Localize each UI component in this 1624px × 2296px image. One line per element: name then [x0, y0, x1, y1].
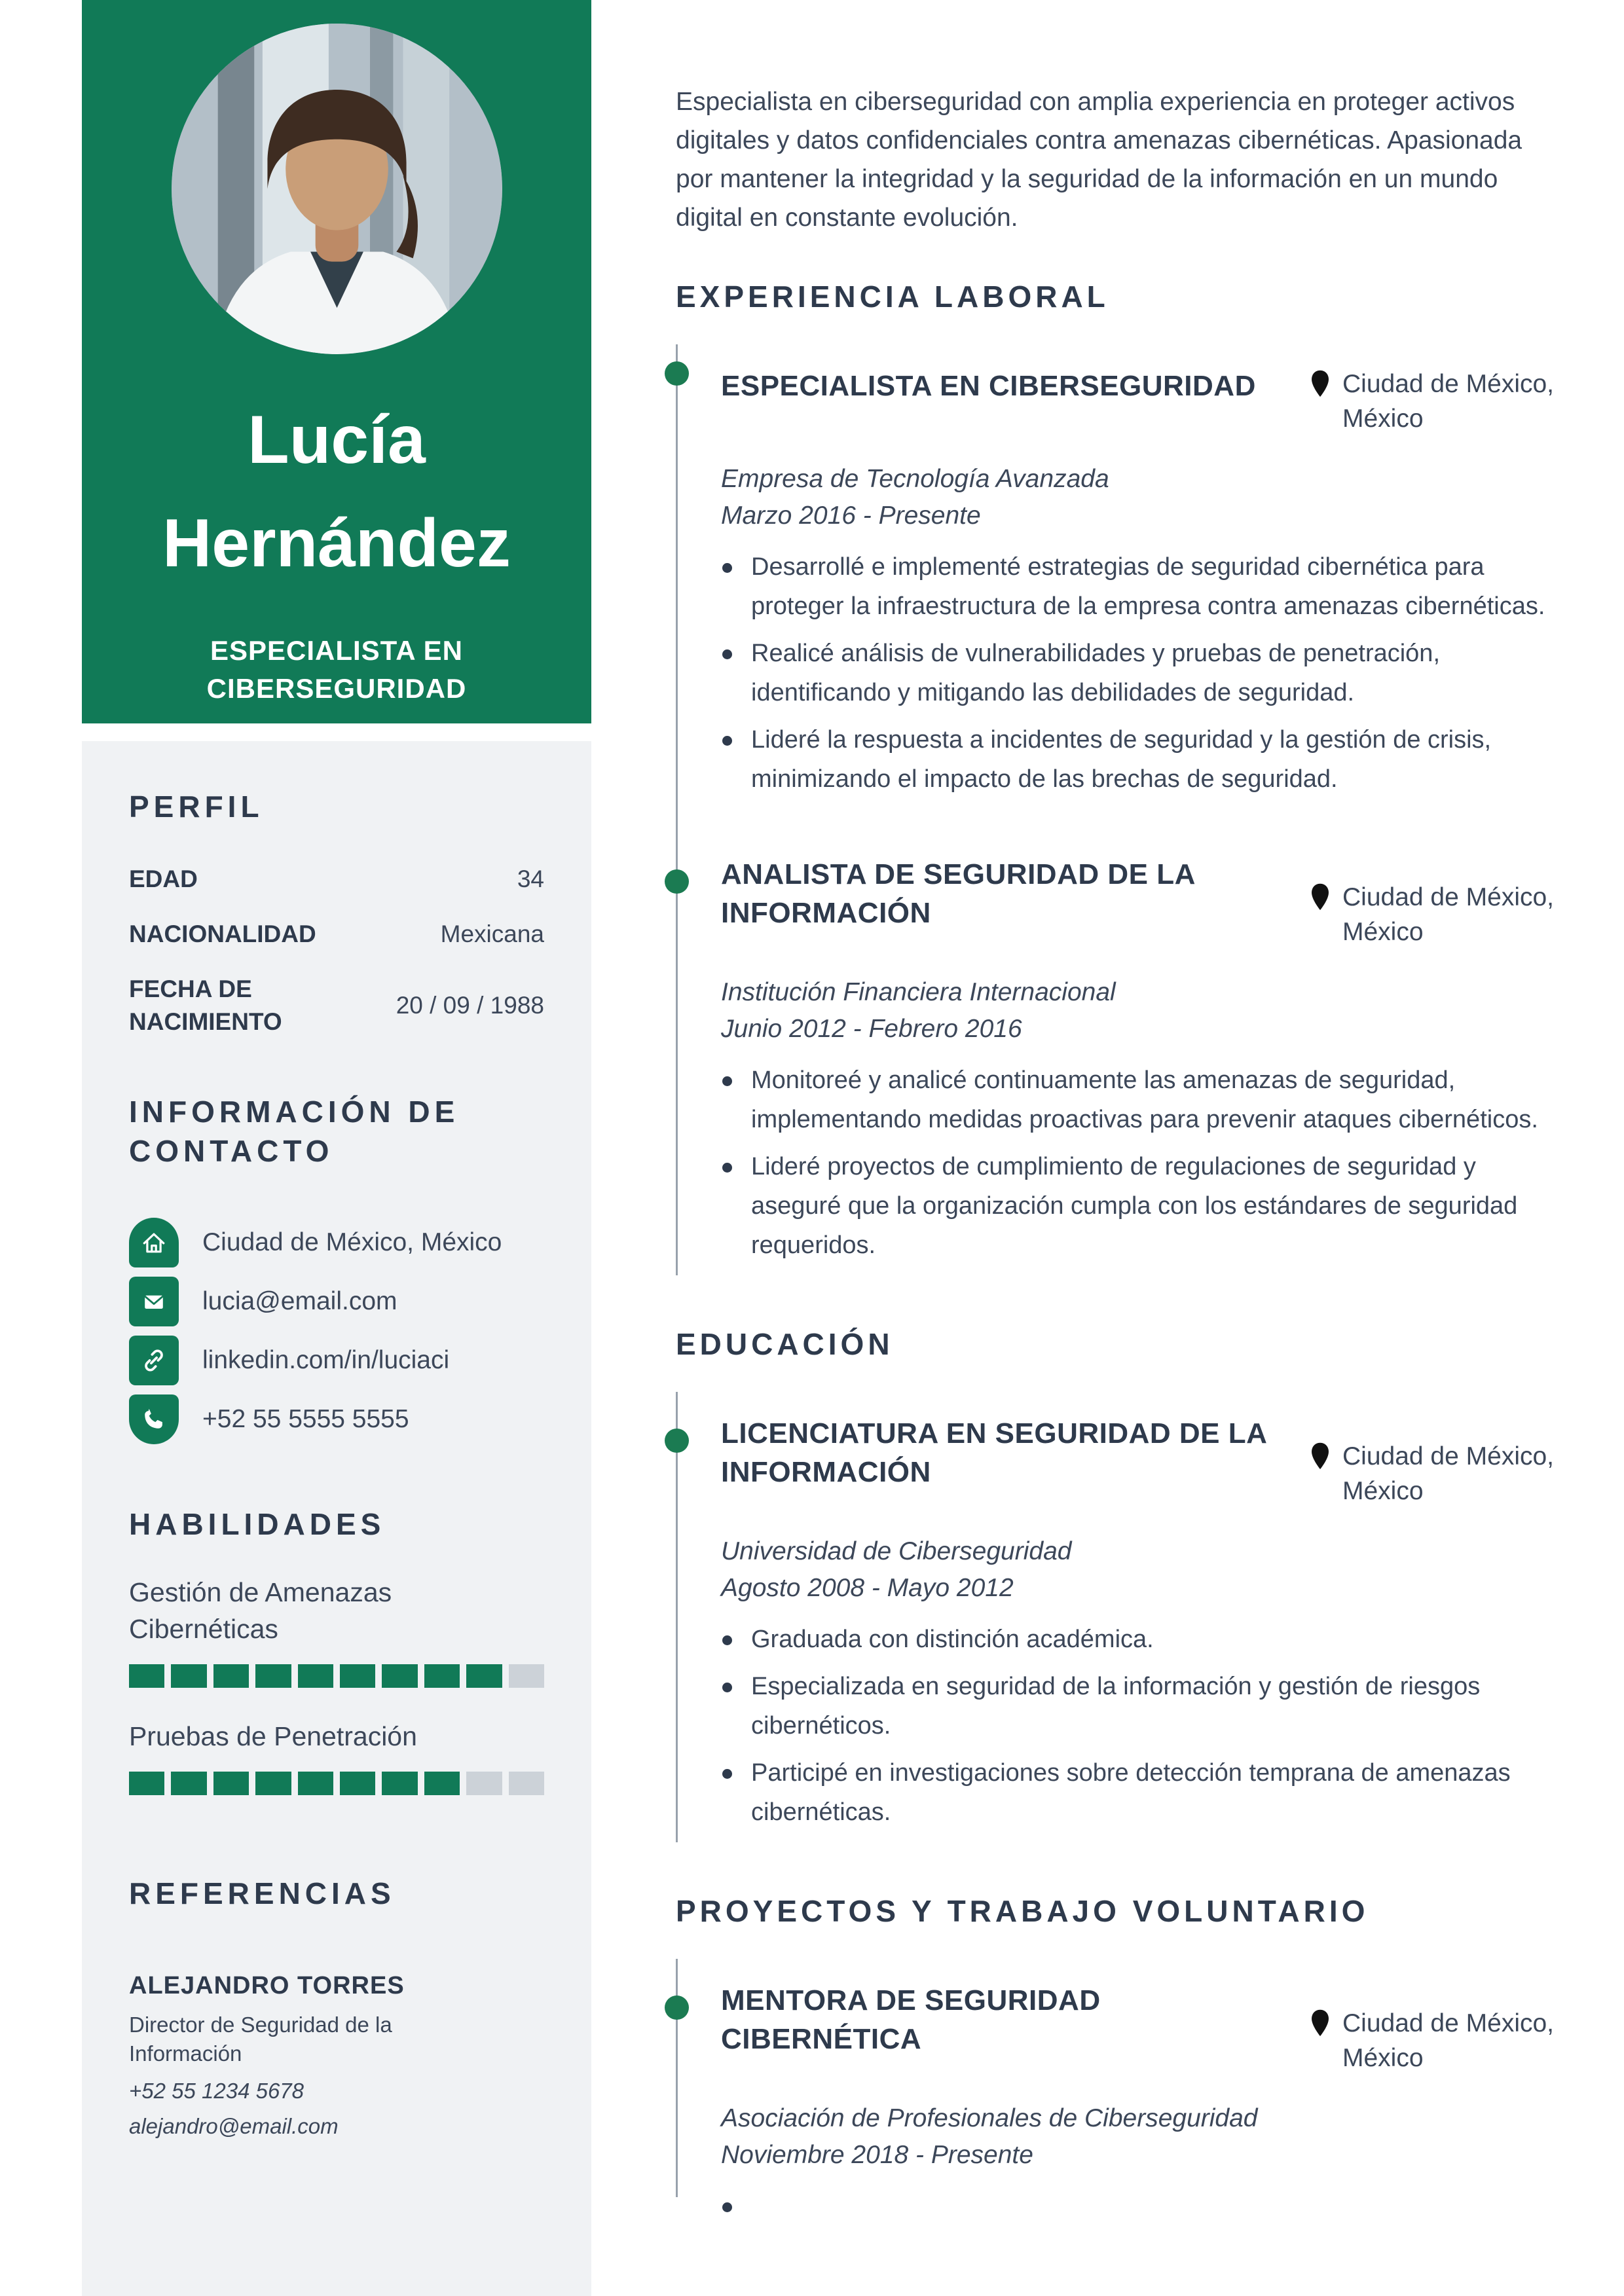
job-location: Ciudad de México, México — [1308, 367, 1565, 436]
skills-section — [129, 1504, 544, 1795]
skill-level-bar — [129, 1664, 544, 1688]
skill-bar-segment — [213, 1664, 249, 1688]
profile-row-age: EDAD 34 — [129, 866, 544, 892]
experience-timeline — [676, 344, 1565, 1275]
person-name — [162, 388, 511, 595]
bullet-item: Lideré la respuesta a incidentes de seguridad y la gestión de crisis, minimizando el impacto de las brechas de seguridad. — [721, 720, 1565, 799]
experience-entry — [678, 344, 1565, 799]
references-section — [129, 1874, 544, 2139]
main-column — [676, 0, 1565, 2197]
education-dates: Agosto 2008 - Mayo 2012 — [721, 1574, 1014, 1602]
profile-heading: PERFIL — [129, 790, 264, 824]
map-pin-icon — [1308, 881, 1332, 914]
contact-heading: INFORMACIÓN DE CONTACTO — [129, 1095, 460, 1168]
school-name: Universidad de Ciberseguridad — [721, 1537, 1072, 1565]
section-heading-projects: PROYECTOS Y TRABAJO VOLUNTARIO — [676, 1894, 1369, 1928]
skill-bar-segment — [509, 1664, 544, 1688]
summary-paragraph: Especialista en ciberseguridad con amplia experiencia en proteger activos digitales y datos confidenciales contra amenazas cibernéticas. Apasionada por mantener la integridad y la seguridad de la información en un mundo digital en constante evolución. — [676, 88, 1522, 232]
job-location: Ciudad de México, México — [1308, 880, 1565, 949]
skill-level-bar — [129, 1772, 544, 1795]
job-title: ANALISTA DE SEGURIDAD DE LA INFORMACIÓN — [721, 858, 1195, 929]
sidebar-panel — [82, 741, 591, 2296]
skill-bar-segment — [129, 1772, 164, 1795]
job-company: Institución Financiera Internacional — [721, 978, 1116, 1006]
skill-item: Gestión de Amenazas Cibernéticas — [129, 1574, 544, 1688]
bullet-item: Graduada con distinción académica. — [721, 1620, 1565, 1659]
last-name: Hernández — [162, 505, 511, 581]
education-entry — [678, 1392, 1565, 1832]
skills-heading: HABILIDADES — [129, 1507, 386, 1541]
bullet-item: Realicé análisis de vulnerabilidades y pruebas de penetración, identificando y mitigando las debilidades de seguridad. — [721, 634, 1565, 712]
reference-item: ALEJANDRO TORRES Director de Seguridad de la Información +52 55 1234 5678 alejandro@email.com — [129, 1972, 405, 2138]
project-title: MENTORA DE SEGURIDAD CIBERNÉTICA — [721, 1984, 1101, 2055]
section-heading-education: EDUCACIÓN — [676, 1327, 894, 1361]
skill-bar-segment — [424, 1664, 460, 1688]
phone-icon — [129, 1394, 179, 1444]
skill-bar-segment — [171, 1664, 206, 1688]
skill-bar-segment — [213, 1772, 249, 1795]
bullet-item: Monitoreé y analicé continuamente las amenazas de seguridad, implementando medidas proactivas para prevenir ataques cibernéticos. — [721, 1061, 1565, 1139]
job-bullets — [721, 1061, 1565, 1265]
sidebar-header — [82, 0, 591, 723]
skill-bar-segment — [424, 1772, 460, 1795]
experience-entry — [678, 833, 1565, 1265]
education-timeline — [676, 1392, 1565, 1842]
bullet-item: Desarrollé e implementé estrategias de seguridad cibernética para proteger la infraestructura de la empresa contra amenazas cibernéticas. — [721, 547, 1565, 626]
project-entry — [678, 1959, 1565, 2170]
home-icon — [129, 1218, 179, 1267]
skill-bar-segment — [382, 1664, 417, 1688]
project-location: Ciudad de México, México — [1308, 2006, 1565, 2075]
map-pin-icon — [1308, 1440, 1332, 1473]
skill-bar-segment — [340, 1664, 375, 1688]
profile-row-nationality: NACIONALIDAD Mexicana — [129, 920, 544, 947]
first-name: Lucía — [248, 402, 426, 478]
timeline-dot-icon — [665, 1429, 689, 1453]
skill-bar-segment — [298, 1664, 333, 1688]
skill-bar-segment — [171, 1772, 206, 1795]
timeline-dot-icon — [665, 869, 689, 894]
section-heading-experience: EXPERIENCIA LABORAL — [676, 280, 1109, 314]
skill-bar-segment — [509, 1772, 544, 1795]
job-dates: Junio 2012 - Febrero 2016 — [721, 1015, 1022, 1043]
skill-bar-segment — [382, 1772, 417, 1795]
person-title: ESPECIALISTA EN CIBERSEGURIDAD — [206, 635, 467, 704]
skill-item: Pruebas de Penetración — [129, 1718, 544, 1795]
portrait-illustration — [172, 24, 502, 354]
profile-section — [129, 787, 544, 1038]
bullet-item: Lideré proyectos de cumplimiento de regulaciones de seguridad y aseguré que la organización cumpla con los estándares de seguridad requeridos. — [721, 1147, 1565, 1265]
project-dates: Noviembre 2018 - Presente — [721, 2141, 1033, 2169]
skill-bar-segment — [255, 1772, 291, 1795]
contact-item-linkedin: linkedin.com/in/luciaci — [129, 1336, 544, 1385]
education-location: Ciudad de México, México — [1308, 1439, 1565, 1508]
skill-bar-segment — [255, 1664, 291, 1688]
contact-item-email: lucia@email.com — [129, 1277, 544, 1326]
map-pin-icon — [1308, 2007, 1332, 2040]
contact-item-location: Ciudad de México, México — [129, 1218, 544, 1267]
job-title: ESPECIALISTA EN CIBERSEGURIDAD — [721, 370, 1256, 402]
job-company: Empresa de Tecnología Avanzada — [721, 465, 1109, 493]
skill-bar-segment — [466, 1772, 502, 1795]
sidebar — [82, 0, 591, 2296]
job-dates: Marzo 2016 - Presente — [721, 501, 981, 530]
map-pin-icon — [1308, 368, 1332, 401]
timeline-dot-icon — [665, 1995, 689, 2020]
degree-title: LICENCIATURA EN SEGURIDAD DE LA INFORMACIÓN — [721, 1417, 1266, 1488]
job-bullets — [721, 547, 1565, 799]
skill-bar-segment — [466, 1664, 502, 1688]
references-heading: REFERENCIAS — [129, 1876, 396, 1910]
projects-timeline — [676, 1959, 1565, 2197]
bullet-item: Especializada en seguridad de la información y gestión de riesgos cibernéticos. — [721, 1667, 1565, 1745]
bullet-item: Participé en investigaciones sobre detección temprana de amenazas cibernéticas. — [721, 1753, 1565, 1832]
timeline-dot-icon — [665, 361, 689, 386]
skill-bar-segment — [298, 1772, 333, 1795]
link-icon — [129, 1336, 179, 1385]
profile-row-birthdate: FECHA DE NACIMIENTO 20 / 09 / 1988 — [129, 975, 544, 1035]
organization-name: Asociación de Profesionales de Ciberseguridad — [721, 2104, 1258, 2132]
contact-item-phone: +52 55 5555 5555 — [129, 1394, 544, 1444]
profile-photo — [172, 24, 502, 354]
mail-icon — [129, 1277, 179, 1326]
skill-bar-segment — [340, 1772, 375, 1795]
contact-section — [129, 1092, 544, 1444]
education-bullets — [721, 1620, 1565, 1832]
skill-bar-segment — [129, 1664, 164, 1688]
